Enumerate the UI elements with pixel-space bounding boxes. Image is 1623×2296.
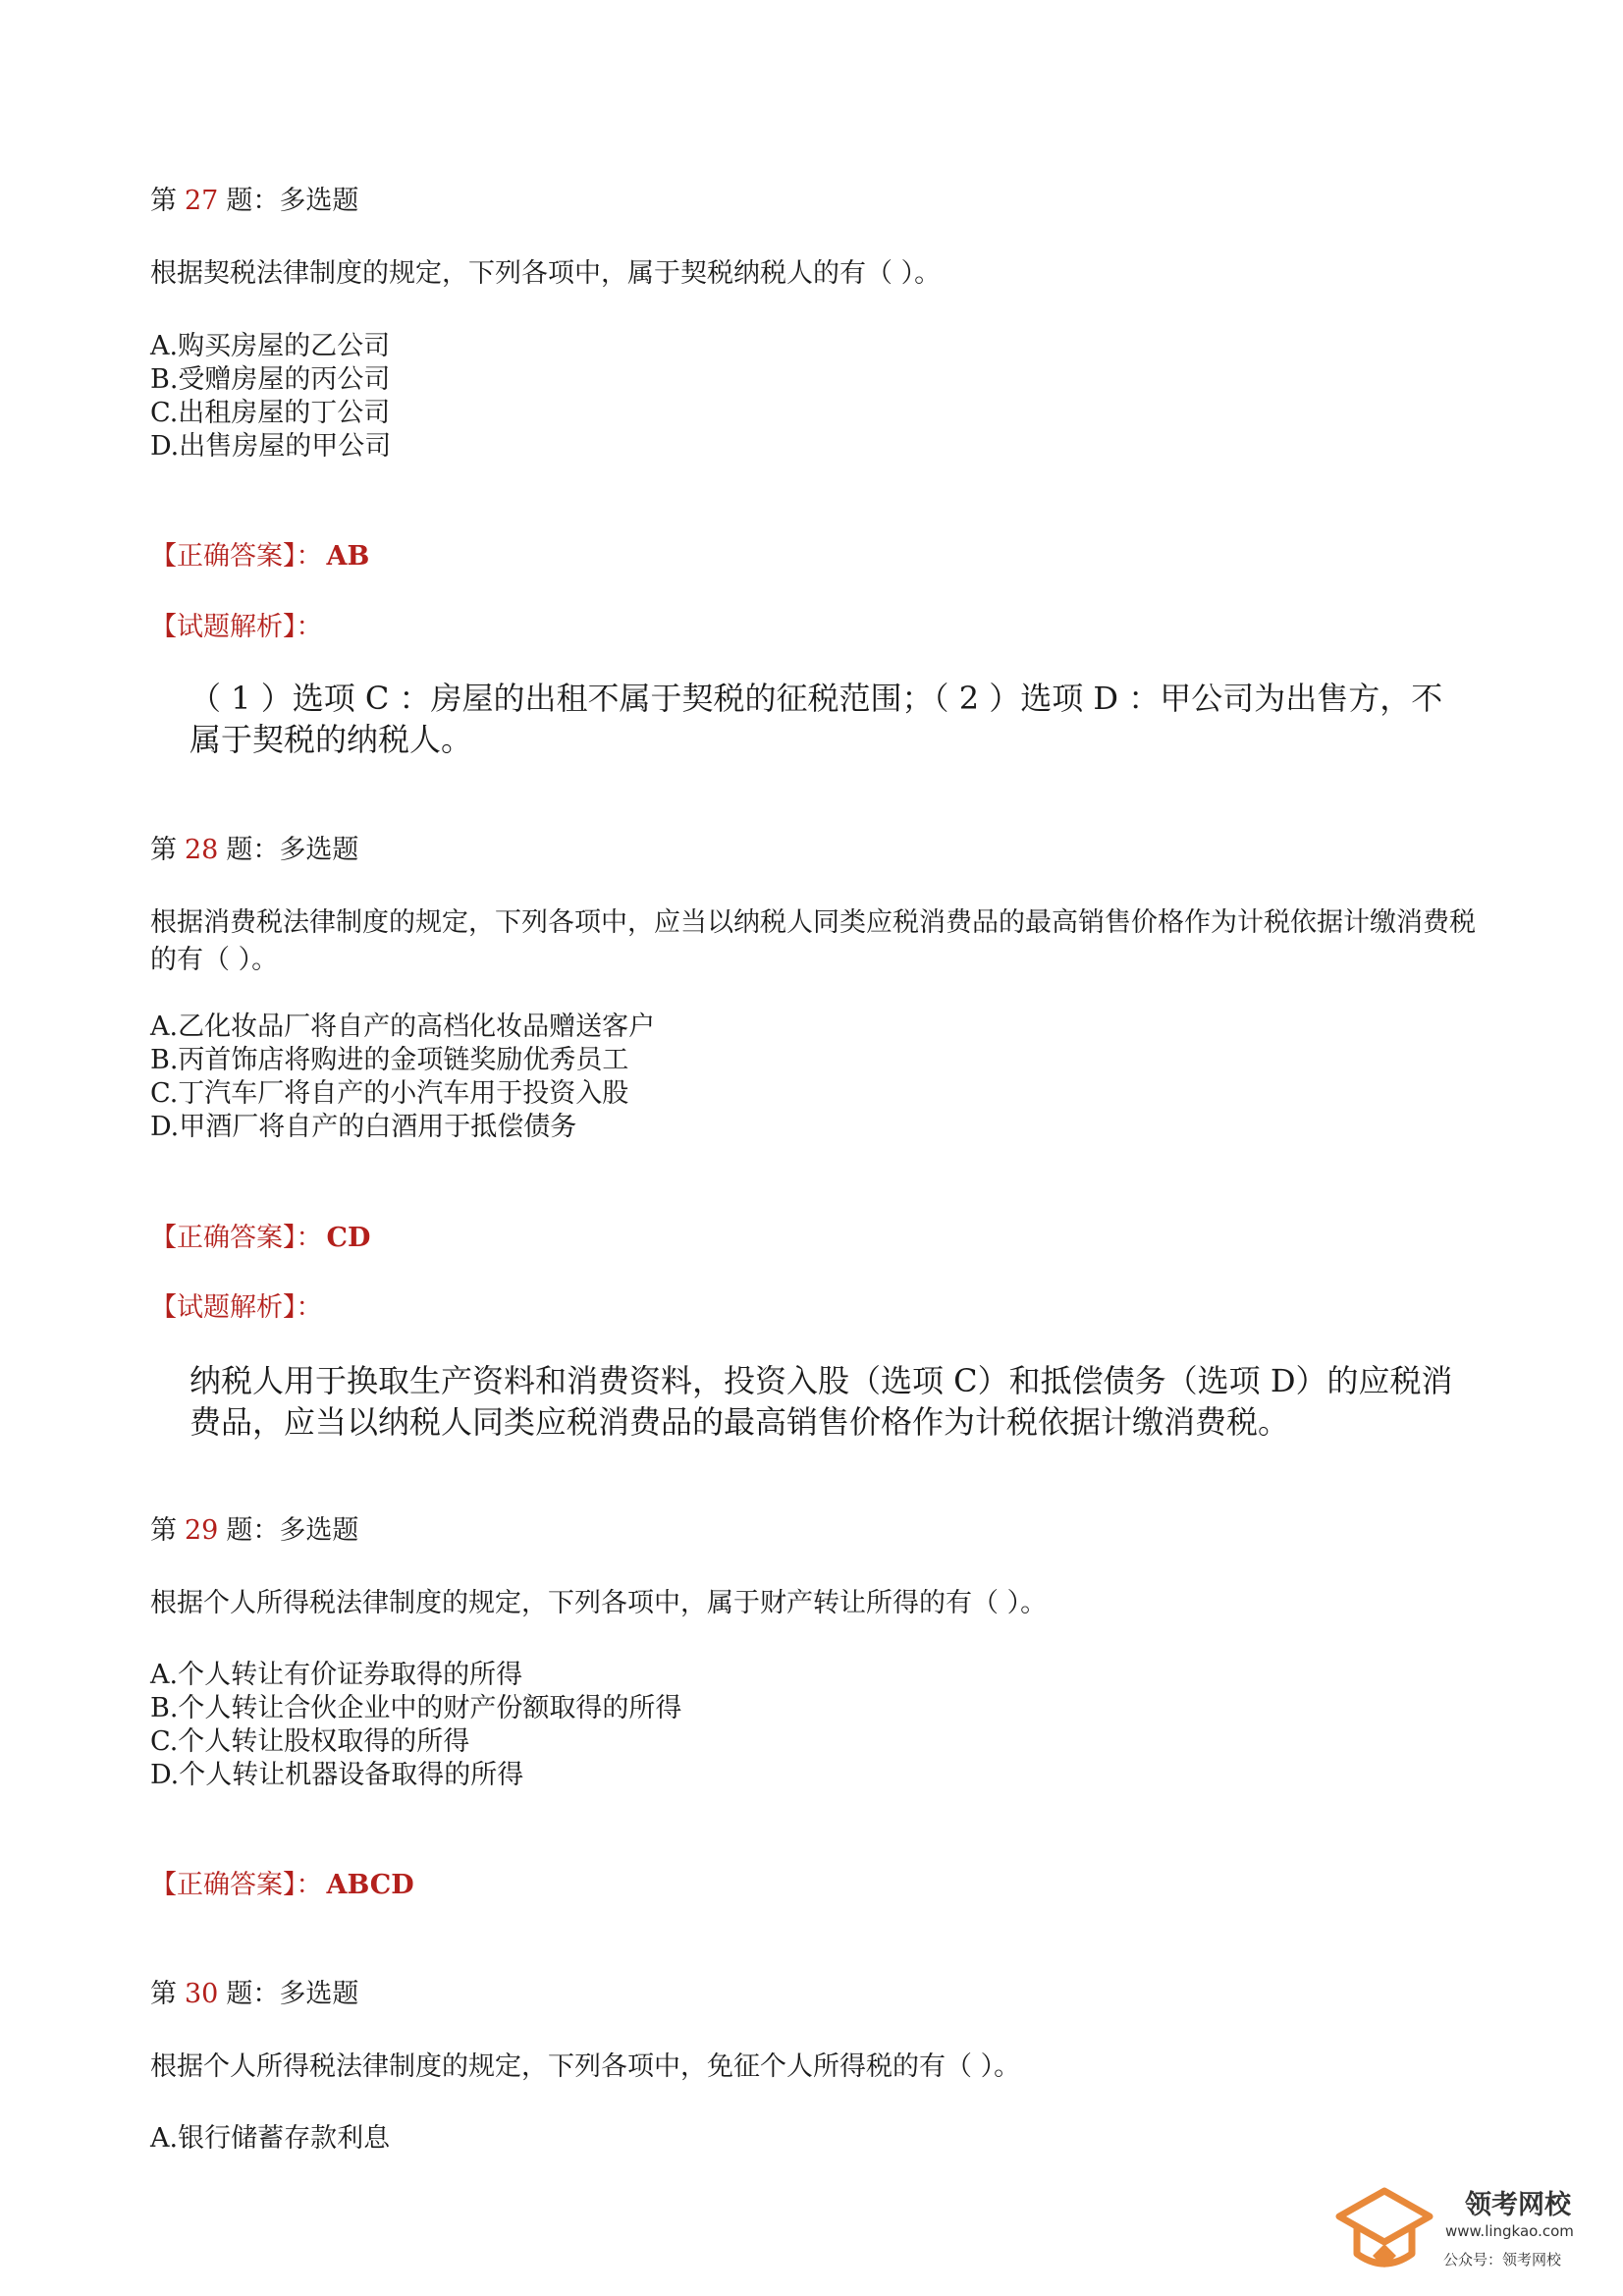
question-header <box>150 185 358 218</box>
correct-answer <box>150 540 369 574</box>
option-c: C.出租房屋的丁公司 <box>150 398 391 428</box>
analysis-label: 【试题解析】： <box>150 612 323 642</box>
answer-value: ABCD <box>326 1870 414 1900</box>
question-stem: 根据消费税法律制度的规定，下列各项中，应当以纳税人同类应税消费品的最高销售价格作为计税依据计缴消费税的有（ ）。 <box>150 907 1476 975</box>
question-stem: 根据契税法律制度的规定，下列各项中，属于契税纳税人的有（ ）。 <box>150 258 942 289</box>
question-number: 29 <box>185 1515 219 1546</box>
option-c: C.个人转让股权取得的所得 <box>150 1726 470 1757</box>
question-prefix: 第 <box>150 1979 177 2009</box>
question-number: 30 <box>185 1979 219 2009</box>
option-d: D.出售房屋的甲公司 <box>150 431 392 462</box>
correct-answer <box>150 1869 414 1902</box>
question-stem: 根据个人所得税法律制度的规定，下列各项中，免征个人所得税的有（ ）。 <box>150 2051 1021 2082</box>
question-header <box>150 834 358 867</box>
brand-logo <box>1335 2175 1610 2283</box>
question-type: 题：多选题 <box>226 1515 359 1546</box>
option-b: B.个人转让合伙企业中的财产份额取得的所得 <box>150 1693 682 1723</box>
question-prefix: 第 <box>150 1515 177 1546</box>
option-a: A.银行储蓄存款利息 <box>150 2123 391 2154</box>
answer-value: AB <box>326 541 370 572</box>
option-a: A.个人转让有价证券取得的所得 <box>150 1660 523 1690</box>
question-type: 题：多选题 <box>226 1979 359 2009</box>
question-type: 题：多选题 <box>226 835 359 865</box>
option-list <box>150 2122 390 2156</box>
option-a: A.乙化妆品厂将自产的高档化妆品赠送客户 <box>150 1011 656 1042</box>
option-list <box>150 1011 655 1144</box>
option-d: D.甲酒厂将自产的白酒用于抵偿债务 <box>150 1112 577 1142</box>
option-d: D.个人转让机器设备取得的所得 <box>150 1760 524 1790</box>
question-type: 题：多选题 <box>226 186 359 216</box>
question-number: 27 <box>185 186 219 216</box>
option-a: A.购买房屋的乙公司 <box>150 331 391 361</box>
question-stem: 根据个人所得税法律制度的规定，下列各项中，属于财产转让所得的有（ ）。 <box>150 1588 1048 1618</box>
brand-wechat: 公众号：领考网校 <box>1443 2251 1562 2269</box>
option-list <box>150 330 391 464</box>
correct-answer <box>150 1222 370 1255</box>
question-header <box>150 1978 358 2011</box>
answer-label: 【正确答案】： <box>150 1870 323 1900</box>
brand-name: 领考网校 <box>1465 2190 1571 2220</box>
answer-label: 【正确答案】： <box>150 1223 323 1253</box>
graduation-cap-icon <box>1335 2183 1434 2281</box>
analysis-text: （ 1 ）选项 C ：房屋的出租不属于契税的征税范围；（ 2 ）选项 D ：甲公司为出售方，不属于契税的纳税人。 <box>189 680 1443 758</box>
option-list <box>150 1659 681 1792</box>
question-prefix: 第 <box>150 835 177 865</box>
answer-label: 【正确答案】： <box>150 541 323 572</box>
analysis-label: 【试题解析】： <box>150 1292 323 1323</box>
question-header <box>150 1514 358 1548</box>
answer-value: CD <box>326 1223 371 1253</box>
question-prefix: 第 <box>150 186 177 216</box>
option-b: B.受赠房屋的丙公司 <box>150 364 391 395</box>
question-number: 28 <box>185 835 219 865</box>
option-b: B.丙首饰店将购进的金项链奖励优秀员工 <box>150 1045 629 1075</box>
brand-url: www.lingkao.com <box>1445 2222 1574 2240</box>
option-c: C.丁汽车厂将自产的小汽车用于投资入股 <box>150 1078 629 1109</box>
analysis-text: 纳税人用于换取生产资料和消费资料，投资入股（选项 C）和抵偿债务（选项 D）的应税消费品，应当以纳税人同类应税消费品的最高销售价格作为计税依据计缴消费税。 <box>189 1362 1453 1441</box>
